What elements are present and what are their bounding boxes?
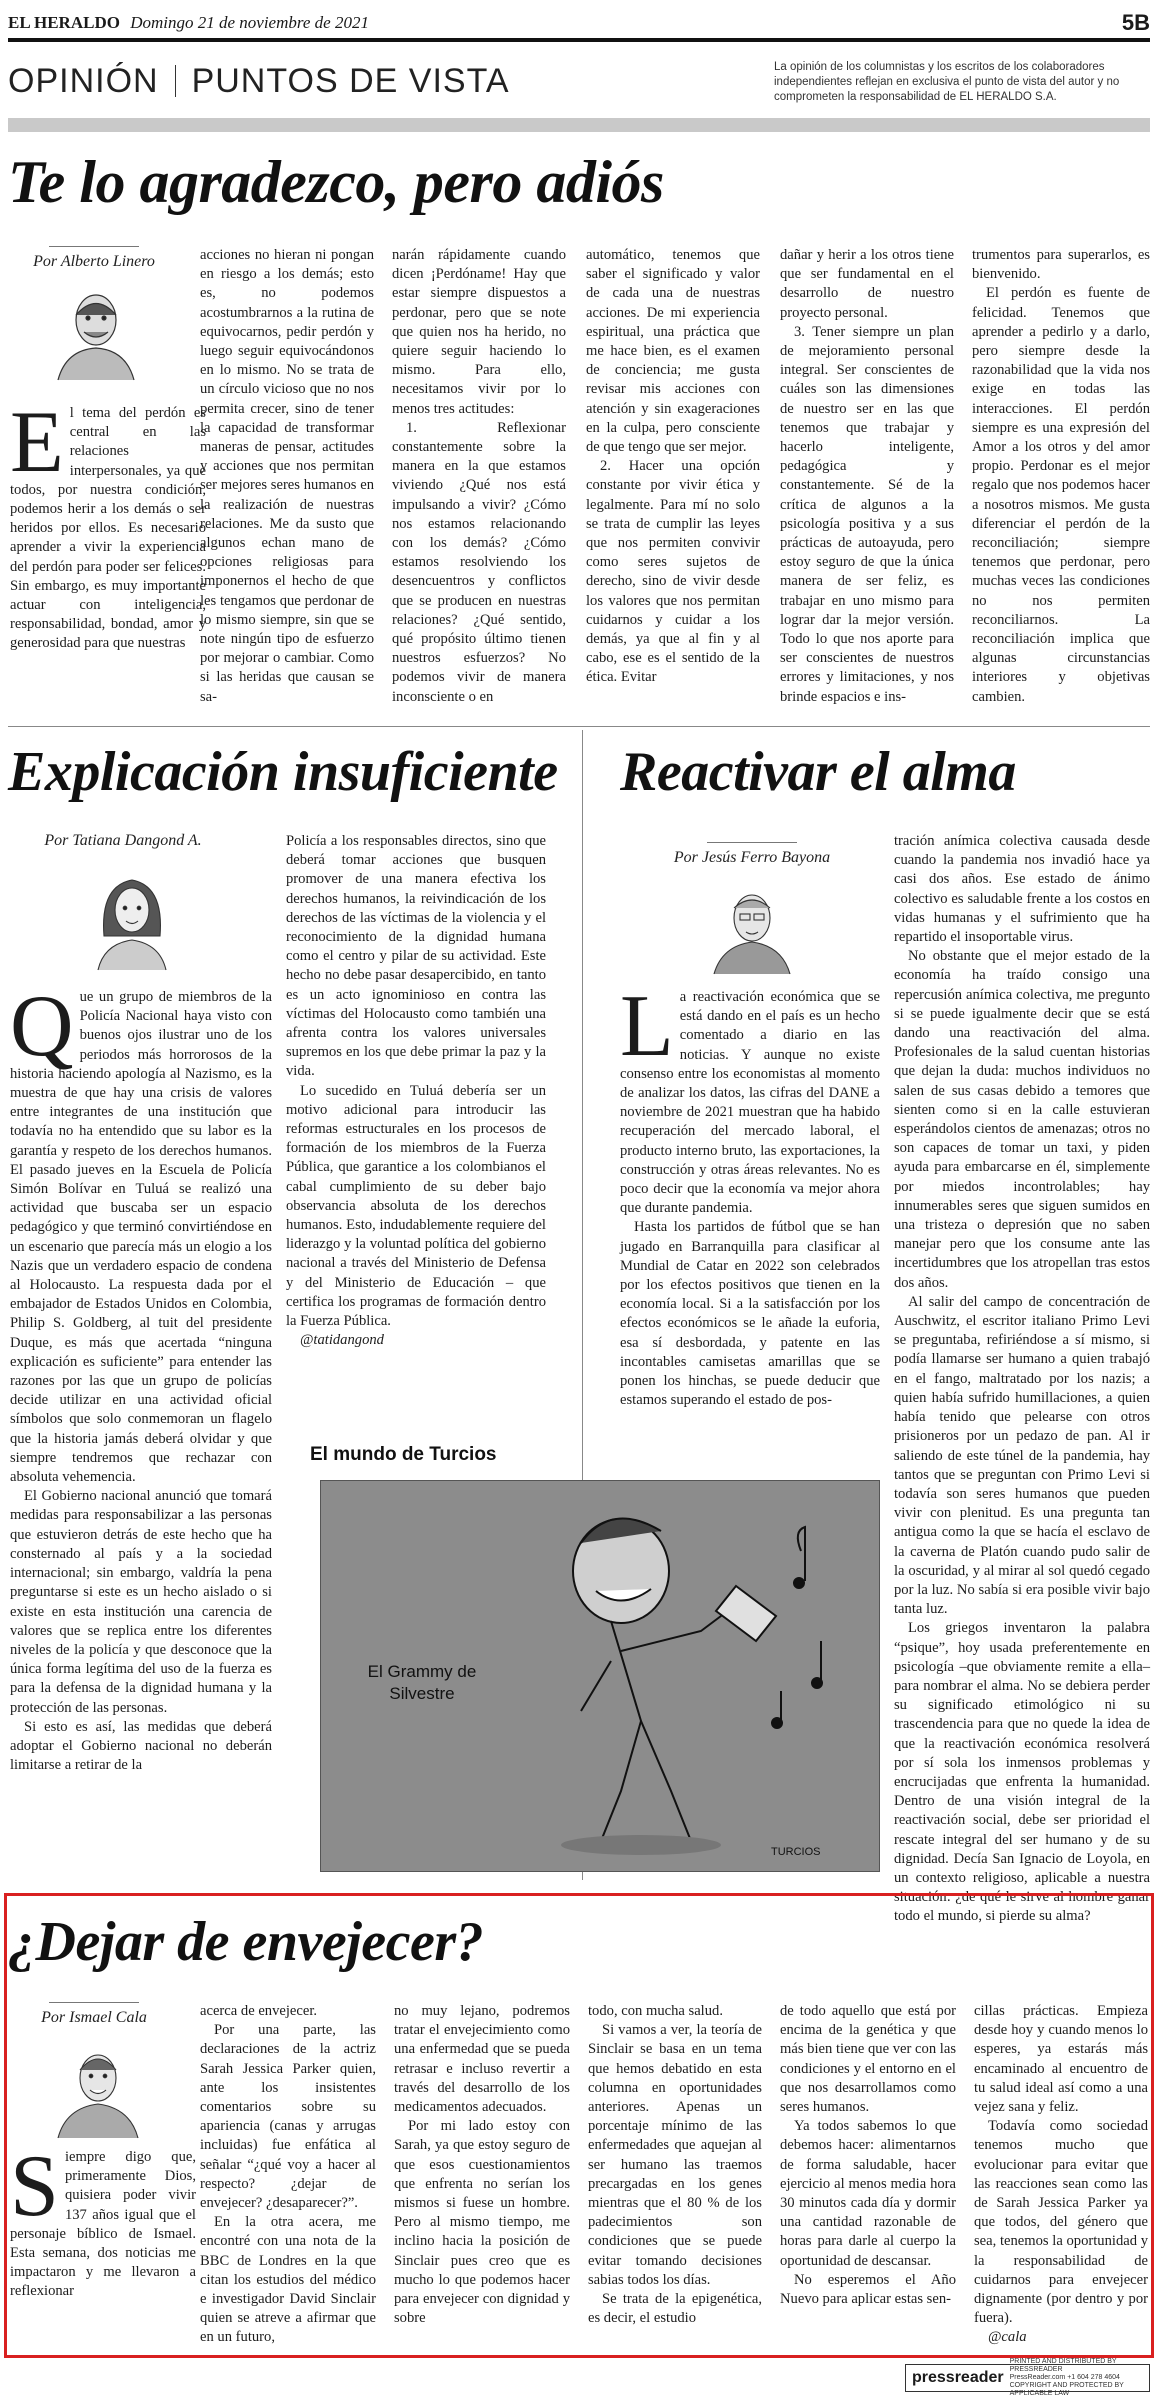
article4-column-1: Siempre digo que, primeramente Dios, quisiera poder vivir 137 años igual que el personaje bíblico de Ismael. Esta semana, dos noticias me impactaron y me llevaron a reflexionar: [10, 2138, 196, 2300]
article2-title: Explicación insuficiente: [8, 741, 558, 803]
page-number: 5B: [1121, 10, 1150, 35]
section-separator: [175, 65, 176, 97]
article1-dropcap: E: [10, 394, 64, 491]
article4-dropcap: S: [10, 2138, 59, 2235]
pressreader-footer[interactable]: [905, 2358, 1150, 2397]
article1-column-2: acciones no hieran ni pongan en riesgo a los demás; esto es, no podemos acostumbrarnos a la rutina de equivocarnos, pedir perdón y luego seguir equivocándonos en lo mismo. No se trata de un círculo vicioso que no nos permita crecer, sino de tener la capacidad de transformar maneras de pensar, actitudes y acciones que nos permitan ser mejores seres humanos en la realización de nuestras relaciones. Me da susto que algunos echan mano de opciones religiosas para imponernos el hecho de que les tengamos que perdonar de lo mismo siempre, sin que se note ningún tipo de esfuerzo por mejorar o cambiar. Como si las heridas que causan se sa-: [200, 247, 374, 705]
article1-author: Por Alberto Linero: [33, 253, 155, 270]
article3-dropcap: L: [620, 978, 674, 1075]
section-subname: PUNTOS DE VISTA: [191, 61, 510, 100]
cartoon-drawing: [501, 1491, 861, 1863]
article4-byline: [14, 2002, 174, 2027]
article1-column-6: trumentos para superarlos, es bienvenido. El perdón es fuente de felicidad. Tenemos que aprender a pedirlo y a darlo, pero siempre desde la razonabilidad que la vida nos exige en todas las interacciones. El perdón siempre es una expresión del Amor a los otros y del amor propio. Perdonar es el mejor regalo que nos podemos hacer a nosotros mismos. Me gusta diferenciar el perdón de la reconciliación; siempre tenemos que perdonar, pero muchas veces las condiciones no nos permiten reconciliarnos. La reconciliación implica que algunas circunstancias interiores y objetivas cambien.: [972, 247, 1150, 705]
article4-column-6: cillas prácticas. Empieza desde hoy y cuando menos lo esperes, ya estarás más encaminado al encuentro de tu salud ideal así como a una vejez sana y feliz. Todavía como sociedad tenemos mucho que evolucionar para evitar que las reacciones sean como las de Sarah Jessica Parker ya que todos, del género que sea, tenemos la oportunidad y la responsabilidad de cuidarnos para envejecer dignamente (por dentro y por fuera). @cala: [974, 2002, 1148, 2348]
article4-column-5: de todo aquello que está por encima de la genética y que más bien tiene que ver con las condiciones y el entorno en el que nos desarrollamos como seres humanos. Ya todos sabemos lo que debemos hacer: alimentarnos de forma saludable, hacer ejercicio al menos media hora 30 minutos cada día y dormir una cantidad razonable de horas para darle al cuerpo la oportunidad de descansar. No esperemos el Año Nuevo para aplicar estas sen-: [780, 2003, 956, 2308]
article1-column-3: narán rápidamente cuando dicen ¡Perdóname! Hay que estar siempre dispuestos a perdonar, pero que se note que quien nos ha herido, no quiere seguir haciendo lo mismo. Para ello, necesitamos vivir por lo menos tres actitudes: 1. Reflexionar constantemente sobre la manera en la que estamos viviendo ¿Qué nos está impulsando a vivir? ¿Cómo nos estamos relacionando con los demás? ¿Cómo estamos resolviendo los desencuentros y conflictos que se producen en nuestras relaciones? ¿Qué sentido, qué propósito último tienen nuestros esfuerzos? No podemos vivir de manera inconsciente o en: [392, 247, 566, 705]
footer-line-2: PressReader.com +1 604 278 4604: [1009, 2374, 1120, 2381]
footer-line-3: COPYRIGHT AND PROTECTED BY APPLICABLE LAW: [1009, 2382, 1124, 2397]
cartoon-title: El mundo de Turcios: [310, 1444, 497, 1465]
article2-column-2: Policía a los responsables directos, sino que deberá tomar acciones que busquen promover de una manera efectiva los derechos humanos, la reivindicación de los derechos de las víctimas de la violencia y el reconocimiento de la dignidad humana como el centro y pilar de su actividad. Este hecho no debe pasar desapercibido, en tanto es un acto ignominioso en contra las víctimas del Holocausto como también una afrenta contra los valores universales supremos en los que debe primar la paz y la vida. Lo sucedido en Tuluá debería ser un motivo adicional para introducir las reformas estructurales en los procesos de formación de los miembros de la Fuerza Pública, que garantice a los colombianos el cabal cumplimiento de su deber bajo observancia absoluta de los derechos humanos. Esto, indudablemente requiere del liderazgo y la voluntad política del gobierno nacional a través del Ministerio de Defensa y del Ministerio de Educación – que certifica los programas de formación dentro la Fuerza Pública. @tatidangond: [286, 832, 546, 1426]
author-portrait-dangond: [82, 866, 182, 970]
section-rule: [8, 118, 1150, 132]
article2-dropcap: Q: [10, 978, 74, 1075]
article3-column-2: tración anímica colectiva causada desde cuando la pandemia nos invadió hace ya casi dos años. Ese estado de ánimo colectivo es saludable frente a los costos en vidas humanas y el sufrimiento que ha repartido el insoportable virus. No obstante que el mejor estado de la economía ha traído consigo una repercusión anímica colectiva, me pregunto si se puede igualmente decir que se está dando una reactivación del alma. Profesionales de la salud cuentan historias que dejan la duda: muchos individuos no salen de sus casas debido a temores que sienten como si en la calle estuvieran esperándolos cientos de amenazas; otros no son capaces de tomar un taxi, y piden ayuda para embarcarse en él, simplemente por miedos incontrolables; hay innumerables seres que siguen sumidos en una tristeza o depresión que no saben manejar pero que los consume ante las incertidumbres que los atropellan tras estos dos años. Al salir del campo de concentración de Auschwitz, el escritor italiano Primo Levi se preguntaba, refiriéndose a sí mismo, si podía llamarse ser humano a quien trabajó en el fango, maltratado por los nazis; a quien había sufrido humillaciones, a quien había tenido que pelearse con otros prisioneros por un pedazo de pan. Al ir saliendo de este túnel de la pandemia, hay tantos que se preguntan con Primo Levi si todavía son seres humanos que pueden vivir con plenitud. Es una pregunta tan antigua como la que se hacía el esclavo de la caverna de Platón cuando pudo salir de la oscuridad, y al mirar al sol quedó cegado por la luz. No sabía si era posible vivir bajo tanta luz. Los griegos inventaron la palabra “psique”, hoy usada preferentemente en psicología –que obviamente remite a ella– para nombrar el alma. No se debiera perder su significado etimológico ni su trascendencia para que no quede la idea de que la reactivación económica resolverá por sí sola los inmensos problemas y encrucijadas que enfrenta la humanidad. Dentro de una visión integral de la reactivación social, debe ser prioridad el rescate integral del ser humano y de su dignidad. Decía San Ignacio de Loyola, en un contexto religioso, aplicable a nuestra situación: ¿de qué le sirve al hombre ganar todo el mundo, si pierde su alma?: [894, 833, 1150, 1925]
masthead: [8, 8, 1150, 42]
article3-title: Reactivar el alma: [620, 741, 1016, 803]
issue-date: Domingo 21 de noviembre de 2021: [130, 13, 369, 32]
article4-title: ¿Dejar de envejecer?: [8, 1911, 484, 1973]
article3-byline: [654, 842, 850, 867]
article4-column-2: acerca de envejecer. Por una parte, las declaraciones de la actriz Sarah Jessica Parker quien, ante los insistentes comentarios sobre su apariencia (canas y arrugas incluidas) fue enfática al señalar “¿qué voy a hacer al respecto? ¿dejar de envejecer? ¿desaparecer?”. En la otra acera, me encontré con una nota de la BBC de Londres en la que citan los estudios del médico e investigador David Sinclair quien se atreve a afirmar que en un futuro,: [200, 2003, 376, 2346]
article3-author: Por Jesús Ferro Bayona: [673, 849, 831, 866]
author-portrait-cala: [50, 2036, 146, 2138]
article3-column-1: La reactivación económica que se está dando en el país es un hecho comentado a diario en las noticias. Y aunque no existe consenso entre los economistas al momento de analizar los datos, las cifras del DANE a noviembre de 2021 muestran que ha habido recuperación del mercado laboral, el producto interno bruto, las exportaciones, la construcción y otras áreas relevantes. No es poco decir que la economía va mejor ahora que durante pandemia. Hasta los partidos de fútbol que se han jugado en Barranquilla para clasificar al Mundial de Catar en 2022 son celebrados por los efectos positivos que tienen en la economía local. Si a la satisfacción por los efectos económicos se le añade la euforia, esa sí desbordada, y patente en las incontables camisetas amarillas que se ponen los hinchas, se puede deducir que estamos superando el estado de pos-: [620, 978, 880, 1409]
article4-author: Por Ismael Cala: [41, 2009, 147, 2026]
article2-handle: @tatidangond: [300, 1332, 384, 1349]
article2-column-1: Que un grupo de miembros de la Policía Nacional haya visto con buenos ojos ilustrar uno de los periodos más horrorosos de la historia haciendo apología al Nazismo, es la muestra de que hay una crisis de valores entre integrantes de una institución que todavía no ha entendido que su labor es la garantía y respeto de los derechos humanos. El pasado jueves en la Escuela de Policía Simón Bolívar en Tuluá se realizó una actividad que buscaba ser un espacio pedagógico y que terminó convirtiéndose en un escenario que parecía más un elogio a los Nazis que un verdadero espacio de condena al Holocausto. La respuesta dada por el embajador de Estados Unidos en Colombia, Philip S. Goldberg, al tuit del presidente Duque, es más que acertada “ninguna explicación es suficiente” para entender las razones por las que un grupo de policías decide utilizar en una actividad oficial símbolos que solo conmemoran un flagelo que la historia jamás deberá olvidar y que siempre tendremos que rechazar con absoluta vehemencia. El Gobierno nacional anunció que tomará medidas para responsabilizar a las personas que estuvieron detrás de este hecho que ha consternado al país y a la sociedad internacional; sin embargo, valdría la pena preguntarse si este es un hecho aislado o si existe en esta institución una carencia de valores que se replica entre los diferentes niveles de la policía y que desconoce que la única forma legítima del uso de la fuerza es para la defensa de la dignidad humana y la protección de las personas. Si esto es así, las medidas que deberá adoptar el Gobierno nacional no deberán limitarse a retirar de la: [10, 978, 272, 1774]
author-portrait-ferro: [702, 878, 802, 974]
article4-handle: @cala: [988, 2329, 1027, 2346]
section-name: OPINIÓN: [8, 61, 159, 100]
article1-title: Te lo agradezco, pero adiós: [8, 149, 664, 215]
article1-column-5: dañar y herir a los otros tiene que ser fundamental en el desarrollo de nuestro proyecto personal. 3. Tener siempre un plan de mejoramiento personal integral. Ser conscientes de cuáles son las dimensiones de nuestro ser en las que tenemos que trabajar y hacerlo inteligente, pedagógica y constantemente. Sé de la crítica de algunos a la psicología positiva y a sus prácticas de autoayuda, pero estoy seguro de que la única manera de ser feliz, es trabajar en uno mismo para lograr dar la mejor versión. Todo lo que nos aporte para ser conscientes de nuestros errores y limitaciones, y nos brinde espacios e ins-: [780, 247, 954, 705]
section-header: [8, 56, 1150, 106]
article1-byline: [14, 246, 174, 271]
article2-byline: [28, 832, 218, 850]
cartoon-signature: TURCIOS: [771, 1846, 821, 1858]
article1-column-1: El tema del perdón es central en las relaciones interpersonales, ya que todos, por nuestra condición, podemos herir a los demás o ser heridos por ellos. Es necesario aprender a vivir la experiencia del perdón para poder ser felices. Sin embargo, es muy importante actuar con inteligencia, responsabilidad, bondad, amor y generosidad para que nuestras: [10, 394, 206, 652]
article1-column-4: automático, tenemos que saber el significado y valor de cada una de nuestras acciones. De mi experiencia espiritual, una práctica que me hace bien, es el examen de conciencia; me gusta revisar mis acciones con atención y sin exageraciones en la culpa, pero consciente de que tengo que ser mejor. 2. Hacer una opción constante por vivir ética y legalmente. Para mí no solo se trata de cumplir las leyes que nos permiten convivir como seres sujetos de derecho, sino de vivir desde los valores que nos permitan cuidarnos y cuidar a los demás, ya que al fin y al cabo, ese es el sentido de la ética. Evitar: [586, 247, 760, 686]
cartoon-caption: El Grammy de Silvestre: [367, 1662, 477, 1703]
author-portrait-linero: [46, 280, 146, 380]
article-divider: [8, 726, 1150, 727]
article2-author: Por Tatiana Dangond A.: [44, 832, 202, 849]
footer-line-1: PRINTED AND DISTRIBUTED BY PRESSREADER: [1009, 2358, 1117, 2373]
article4-column-4: todo, con mucha salud. Si vamos a ver, la teoría de Sinclair se basa en un tema que hemos debatido en esta columna en oportunidades anteriores. Apenas un porcentaje mínimo de las enfermedades que aquejan al ser humano las traemos precargadas en los genes mientras que el 80 % de los padecimientos son condiciones que se puede evitar tomando decisiones sabias todos los días. Se trata de la epigenética, es decir, el estudio: [588, 2003, 762, 2327]
article4-column-3: no muy lejano, podremos tratar el envejecimiento como una enfermedad que se pueda retrasar e incluso revertir a través del desarrollo de los medicamentos adecuados. Por mi lado estoy con Sarah, ya que estoy seguro de que esos cuestionamientos que enfrenta no serían los mismos si fuese un hombre. Pero al mismo tiempo, me inclino hacia la posición de Sinclair pues creo que es mucho lo que podemos hacer para envejecer con dignidad y sobre: [394, 2003, 570, 2327]
editorial-cartoon: [320, 1480, 880, 1872]
pressreader-logo: pressreader: [912, 2369, 1004, 2386]
disclaimer: La opinión de los columnistas y los escritos de los colaboradores independientes reflejan en exclusiva el punto de vista del autor y no comprometen la responsabilidad de EL HERALDO S.A.: [774, 61, 1120, 103]
newspaper-name: EL HERALDO: [8, 13, 120, 32]
